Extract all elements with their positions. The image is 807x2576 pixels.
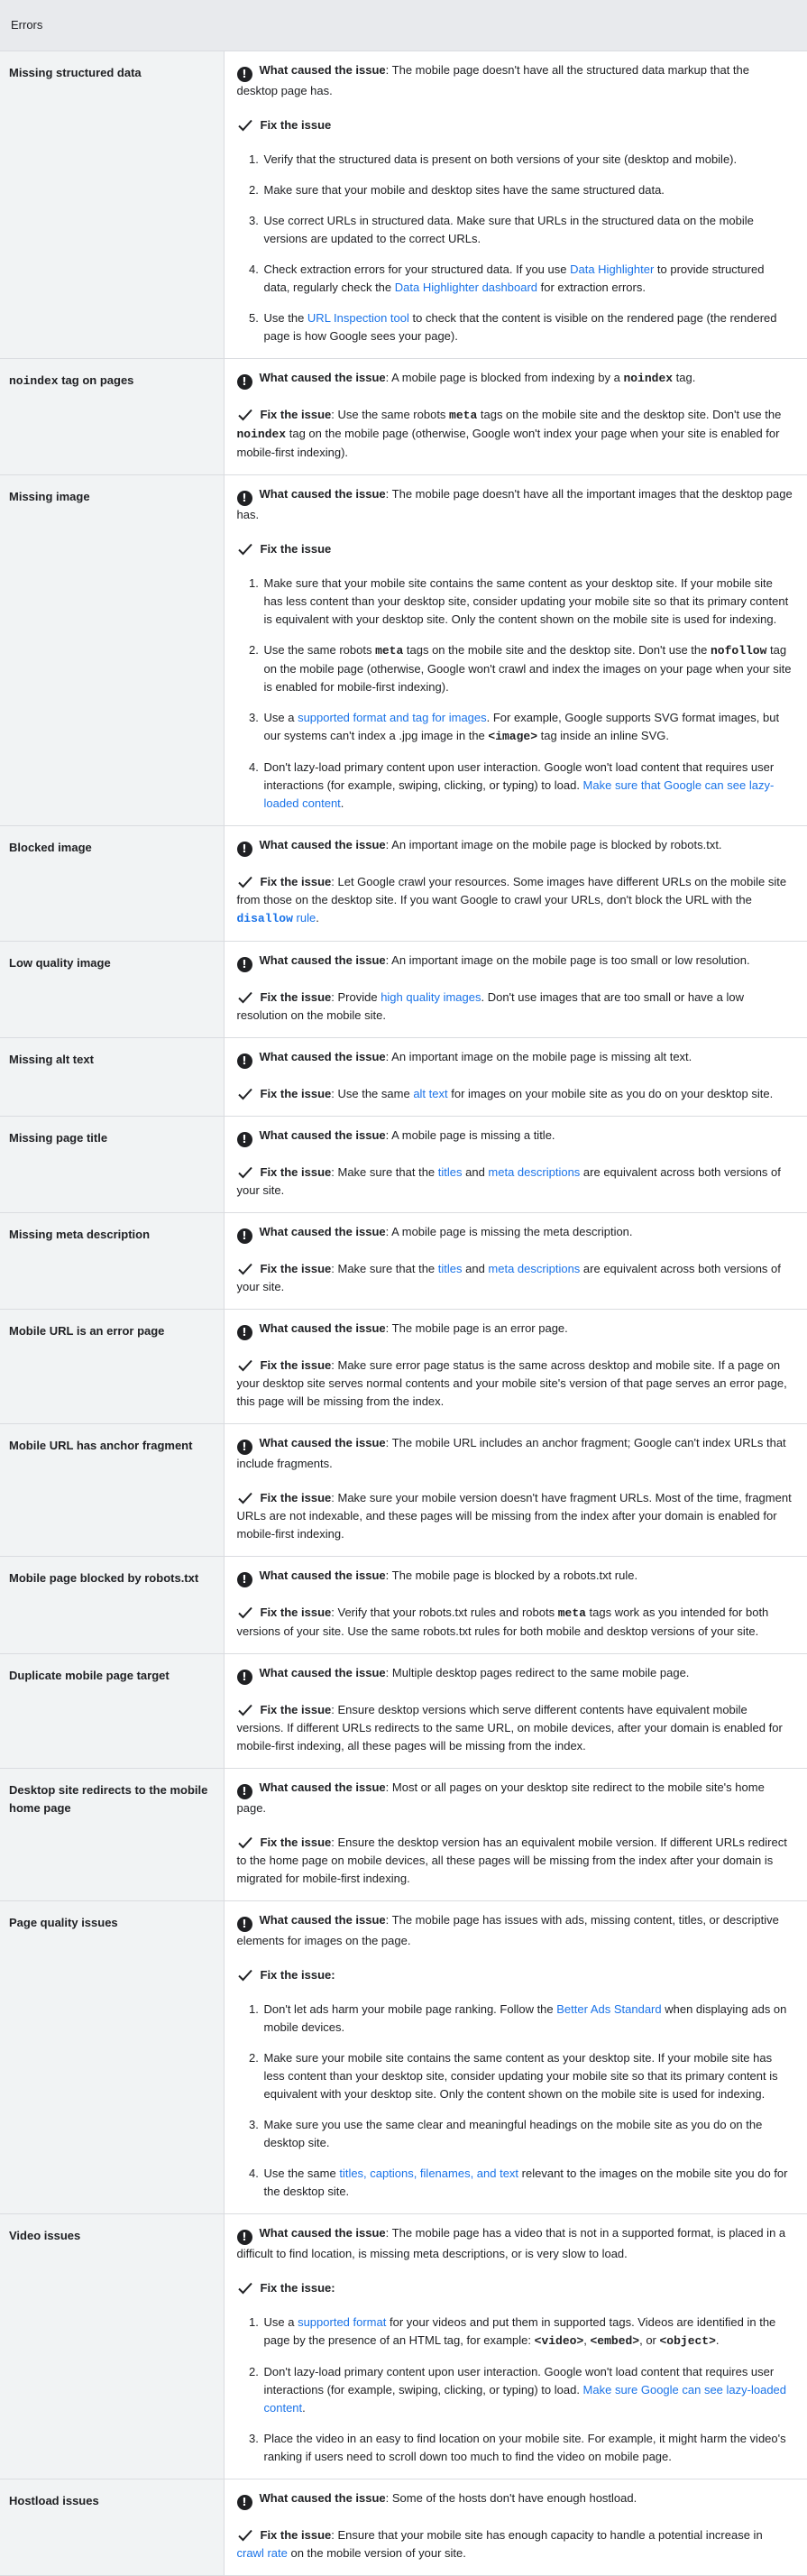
fix-steps-list	[237, 151, 793, 345]
fix-heading: Fix the issue	[237, 540, 793, 558]
checkmark-icon	[237, 1703, 253, 1717]
issue-name: Mobile URL is an error page	[0, 1310, 224, 1424]
better-ads-standard-link[interactable]: Better Ads Standard	[556, 2002, 662, 2016]
table-row	[0, 1424, 807, 1557]
fix-steps-list	[237, 2001, 793, 2201]
data-highlighter-dashboard-link[interactable]: Data Highlighter dashboard	[394, 281, 538, 294]
table-row	[0, 1038, 807, 1117]
cause-text: ! What caused the issue: The mobile page doesn't have all the important images that the desktop page has.	[236, 487, 793, 521]
fix-text: Fix the issue: Provide high quality images. Don't use images that are too small or have a low resolution on the mobile site.	[236, 990, 745, 1022]
fix-steps-list	[237, 575, 793, 813]
table-row	[0, 1557, 807, 1654]
list-item: 1. Use a supported format for your videos and put them in supported tags. Videos are identified in the page by the presence of an HTML tag, for example: <video>, <embed>, or <object>.	[262, 2314, 793, 2351]
alert-icon: !	[237, 1917, 252, 1932]
checkmark-icon	[237, 1087, 253, 1101]
cause-text: ! What caused the issue: A mobile page is missing the meta description.	[237, 1223, 793, 1244]
list-item: 2. Make sure that your mobile and desktop sites have the same structured data.	[262, 181, 793, 199]
list-item: 3. Place the video in an easy to find location on your mobile site. For example, it might harm the video's ranking if users need to scroll down too much to find the video on mobile page.	[262, 2430, 793, 2466]
list-item: 2. Use the same robots meta tags on the mobile site and the desktop site. Don't use the nofollow tag on the mobile page (otherwise, Google won't crawl and index the images on your page when your site is enabled for mobile-first indexing).	[262, 641, 793, 696]
high-quality-images-link[interactable]: high quality images	[381, 990, 481, 1004]
alert-icon: !	[237, 1132, 252, 1147]
cause-text: ! What caused the issue: An important image on the mobile page is blocked by robots.txt.	[237, 836, 793, 857]
meta-descriptions-link[interactable]: meta descriptions	[488, 1165, 581, 1179]
issue-name: Missing alt text	[0, 1038, 224, 1117]
table-row	[0, 475, 807, 826]
issue-details	[224, 826, 807, 942]
issue-name: noindex tag on pages	[0, 359, 224, 475]
issue-name: Page quality issues	[0, 1901, 224, 2214]
checkmark-icon	[237, 2281, 253, 2295]
issue-details	[224, 475, 807, 826]
cause-text: ! What caused the issue: The mobile page doesn't have all the structured data markup that the desktop page has.	[236, 63, 749, 97]
issue-name: Low quality image	[0, 942, 224, 1038]
issue-details	[224, 1557, 807, 1654]
table-row	[0, 1213, 807, 1310]
table-row	[0, 1901, 807, 2214]
issue-name: Missing structured data	[0, 51, 224, 359]
cause-text: ! What caused the issue: The mobile page has a video that is not in a supported format, is placed in a difficult to find location, is missing meta descriptions, or is very slow to load.	[236, 2226, 786, 2260]
table-row	[0, 1310, 807, 1424]
alert-icon: !	[237, 1670, 252, 1685]
crawl-rate-link[interactable]: crawl rate	[236, 2546, 288, 2560]
issue-details	[224, 359, 807, 475]
list-item: 2. Make sure your mobile site contains the same content as your desktop site. If your mobile site has less content than your desktop site, consider updating your mobile site so that its primary content is equivalent with your desktop site. Only the content shown on the mobile site is used for indexing.	[262, 2049, 793, 2103]
issue-details	[224, 1654, 807, 1769]
issue-details	[224, 2214, 807, 2479]
issue-details	[224, 2479, 807, 2576]
issue-details	[224, 1901, 807, 2214]
list-item: 2. Don't lazy-load primary content upon user interaction. Google won't load content that requires user interactions (for example, swiping, clicking, or typing) to load. Make sure Google can see lazy-loaded content.	[262, 2363, 793, 2417]
titles-link[interactable]: titles	[437, 1165, 463, 1179]
fix-text: Fix the issue: Ensure desktop versions which serve different contents have equivalent mobile versions. If different URLs redirects to the same URL, on mobile devices, after your domain is enabled for mobile-first indexing, all these pages will be missing from the index.	[236, 1703, 783, 1753]
alert-icon: !	[237, 1440, 252, 1455]
issue-details	[224, 1769, 807, 1901]
issue-details	[224, 1038, 807, 1117]
alert-icon: !	[237, 2495, 252, 2510]
issue-details	[224, 1424, 807, 1557]
fix-heading: Fix the issue:	[237, 1966, 793, 1984]
cause-text: ! What caused the issue: The mobile page is blocked by a robots.txt rule.	[237, 1567, 793, 1587]
fix-text: Fix the issue: Make sure that the titles and meta descriptions are equivalent across both versions of your site.	[236, 1165, 781, 1197]
list-item: 5. Use the URL Inspection tool to check that the content is visible on the rendered page (the rendered page is how Google sees your page).	[262, 309, 793, 345]
list-item: 4. Check extraction errors for your structured data. If you use Data Highlighter to provide structured data, regularly check the Data Highlighter dashboard for extraction errors.	[262, 261, 793, 297]
supported-format-link[interactable]: supported format and tag for images	[298, 711, 487, 724]
cause-text: ! What caused the issue: An important image on the mobile page is too small or low resolution.	[237, 952, 793, 972]
issue-name: Mobile URL has anchor fragment	[0, 1424, 224, 1557]
list-item: 3. Use correct URLs in structured data. Make sure that URLs in the structured data on the mobile versions are updated to the correct URLs.	[262, 212, 793, 248]
alert-icon: !	[237, 1053, 252, 1069]
issue-name: Duplicate mobile page target	[0, 1654, 224, 1769]
fix-heading: Fix the issue:	[237, 2279, 793, 2297]
table-row	[0, 942, 807, 1038]
checkmark-icon	[237, 542, 253, 557]
alert-icon: !	[237, 1572, 252, 1587]
issue-details	[224, 1213, 807, 1310]
fix-text: Fix the issue: Make sure error page status is the same across desktop and mobile site. If a page on your desktop site serves normal contents and your mobile site's version of that page serves an error page, this page will be missing from the index.	[236, 1358, 787, 1408]
fix-text: Fix the issue: Use the same robots meta tags on the mobile site and the desktop site. Don't use the noindex tag on the mobile page (otherwise, Google won't index your page when your site is enabled for mobile-first indexing).	[236, 408, 782, 459]
cause-text: ! What caused the issue: The mobile URL includes an anchor fragment; Google can't index URLs that include fragments.	[236, 1436, 786, 1470]
issue-name: Missing meta description	[0, 1213, 224, 1310]
lazy-loaded-content-link[interactable]: Make sure that Google can see lazy-loaded content	[263, 778, 775, 810]
list-item: 3. Make sure you use the same clear and meaningful headings on the mobile site as you do on the desktop site.	[262, 2116, 793, 2152]
checkmark-icon	[237, 990, 253, 1005]
list-item: 3. Use a supported format and tag for images. For example, Google supports SVG format images, but our systems can't index a .jpg image in the <image> tag inside an inline SVG.	[262, 709, 793, 746]
issue-name: Missing page title	[0, 1117, 224, 1213]
data-highlighter-link[interactable]: Data Highlighter	[570, 262, 655, 276]
fix-text: Fix the issue: Make sure that the titles and meta descriptions are equivalent across both versions of your site.	[236, 1262, 781, 1293]
cause-text: ! What caused the issue: Some of the hosts don't have enough hostload.	[237, 2489, 793, 2510]
list-item: 1. Make sure that your mobile site contains the same content as your desktop site. If your mobile site has less content than your desktop site, consider updating your mobile site so that its primary content is equivalent with your desktop site. Only the content shown on the mobile site is used for indexing.	[262, 575, 793, 629]
table-row	[0, 1654, 807, 1769]
checkmark-icon	[237, 1968, 253, 1983]
checkmark-icon	[237, 1605, 253, 1620]
checkmark-icon	[237, 1262, 253, 1276]
fix-text: Fix the issue: Verify that your robots.txt rules and robots meta tags work as you intended for both versions of your site. Use the same robots.txt rules for both mobile and desktop versions of your site.	[236, 1605, 769, 1638]
issue-details	[224, 942, 807, 1038]
titles-captions-link[interactable]: titles, captions, filenames, and text	[339, 2167, 519, 2180]
issue-name: Video issues	[0, 2214, 224, 2479]
meta-descriptions-link[interactable]: meta descriptions	[488, 1262, 581, 1275]
supported-video-format-link[interactable]: supported format	[298, 2315, 387, 2329]
cause-text: ! What caused the issue: An important image on the mobile page is missing alt text.	[237, 1048, 793, 1069]
alt-text-link[interactable]: alt text	[413, 1087, 448, 1100]
table-header: Errors	[0, 0, 807, 51]
alert-icon: !	[237, 842, 252, 857]
alert-icon: !	[237, 2230, 252, 2245]
cause-text: ! What caused the issue: A mobile page is blocked from indexing by a noindex tag.	[237, 369, 793, 390]
table-row	[0, 2214, 807, 2479]
list-item: 4. Use the same titles, captions, filenames, and text relevant to the images on the mobile site you do for the desktop site.	[262, 2165, 793, 2201]
issue-name: Mobile page blocked by robots.txt	[0, 1557, 224, 1654]
alert-icon: !	[237, 1784, 252, 1799]
checkmark-icon	[237, 875, 253, 889]
lazy-loaded-content-link[interactable]: Make sure Google can see lazy-loaded content	[263, 2383, 787, 2415]
table-row	[0, 359, 807, 475]
table-row	[0, 51, 807, 359]
issue-details	[224, 1310, 807, 1424]
fix-text: Fix the issue: Ensure that your mobile site has enough capacity to handle a potential increase in crawl rate on the mobile version of your site.	[236, 2528, 763, 2560]
checkmark-icon	[237, 1491, 253, 1505]
fix-heading: Fix the issue	[237, 116, 793, 134]
checkmark-icon	[237, 1165, 253, 1180]
alert-icon: !	[237, 67, 252, 82]
issue-details	[224, 1117, 807, 1213]
cause-text: ! What caused the issue: The mobile page is an error page.	[237, 1320, 793, 1340]
checkmark-icon	[237, 1358, 253, 1373]
cause-text: ! What caused the issue: Multiple desktop pages redirect to the same mobile page.	[237, 1664, 793, 1685]
disallow-rule-link[interactable]: disallow rule	[236, 911, 316, 925]
issue-details	[224, 51, 807, 359]
fix-text: Fix the issue: Use the same alt text for images on your mobile site as you do on your desktop site.	[237, 1085, 793, 1103]
issue-name: Hostload issues	[0, 2479, 224, 2576]
url-inspection-tool-link[interactable]: URL Inspection tool	[307, 311, 409, 325]
titles-link[interactable]: titles	[437, 1262, 463, 1275]
checkmark-icon	[237, 408, 253, 422]
alert-icon: !	[237, 1325, 252, 1340]
cause-text: ! What caused the issue: Most or all pages on your desktop site redirect to the mobile site's home page.	[236, 1780, 765, 1815]
table-row	[0, 1769, 807, 1901]
table-row	[0, 826, 807, 942]
checkmark-icon	[237, 1835, 253, 1850]
checkmark-icon	[237, 2528, 253, 2543]
fix-steps-list	[237, 2314, 793, 2466]
fix-text: Fix the issue: Let Google crawl your resources. Some images have different URLs on the mobile site from those on the desktop site. If you want Google to crawl your URLs, don't block the URL with the disallow rule.	[236, 875, 787, 925]
fix-text: Fix the issue: Ensure the desktop version has an equivalent mobile version. If different URLs redirect to the home page on mobile devices, all these pages will be missing from the index after your domain is migrated for mobile-first indexing.	[236, 1835, 787, 1885]
issue-name: Blocked image	[0, 826, 224, 942]
alert-icon: !	[237, 491, 252, 506]
list-item: 4. Don't lazy-load primary content upon user interaction. Google won't load content that requires user interactions (for example, swiping, clicking, or typing) to load. Make sure that Google can see lazy-loaded content.	[262, 759, 793, 813]
issue-name: Desktop site redirects to the mobile home page	[0, 1769, 224, 1901]
checkmark-icon	[237, 118, 253, 133]
cause-text: ! What caused the issue: A mobile page is missing a title.	[237, 1127, 793, 1147]
table-row	[0, 1117, 807, 1213]
fix-text: Fix the issue: Make sure your mobile version doesn't have fragment URLs. Most of the time, fragment URLs are not indexable, and these pages will be missing from the index after your domain is enabled for mobile-first indexing.	[236, 1491, 792, 1541]
cause-text: ! What caused the issue: The mobile page has issues with ads, missing content, titles, or descriptive elements for images on the page.	[236, 1913, 779, 1947]
issue-name: Missing image	[0, 475, 224, 826]
alert-icon: !	[237, 957, 252, 972]
table-row	[0, 2479, 807, 2576]
list-item: 1. Verify that the structured data is present on both versions of your site (desktop and mobile).	[262, 151, 793, 169]
list-item: 1. Don't let ads harm your mobile page ranking. Follow the Better Ads Standard when displaying ads on mobile devices.	[262, 2001, 793, 2037]
alert-icon: !	[237, 374, 252, 390]
alert-icon: !	[237, 1228, 252, 1244]
